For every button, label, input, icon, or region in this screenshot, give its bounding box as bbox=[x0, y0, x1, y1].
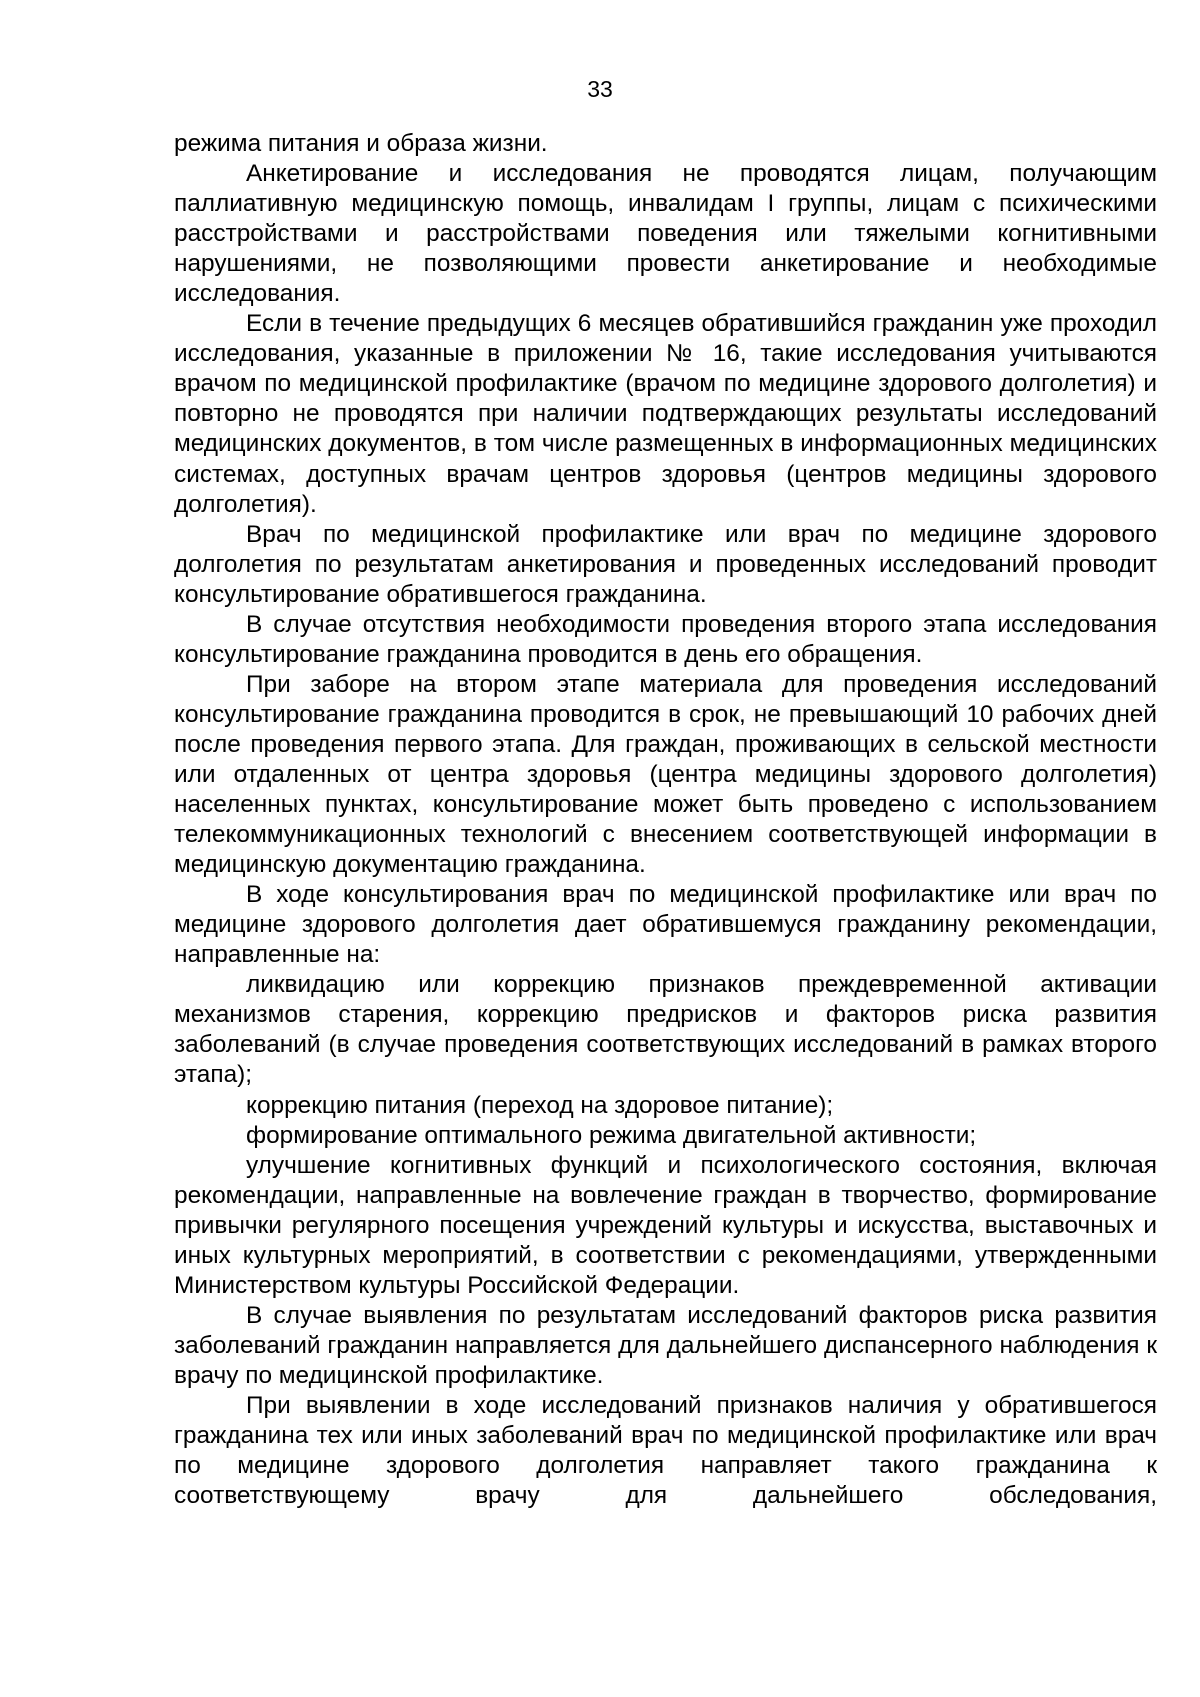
paragraph-no-second-stage: В случае отсутствия необходимости проведения второго этапа исследования консультирование гражданина проводится в день его обращения. bbox=[174, 610, 1157, 668]
paragraph-continuation: режима питания и образа жизни. bbox=[174, 130, 548, 157]
paragraph-risk-factors: В случае выявления по результатам исследований факторов риска развития заболеваний гражданин направляется для дальнейшего диспансерного наблюдения к врачу по медицинской профилактике. bbox=[174, 1301, 1157, 1389]
paragraph-exclusions: Анкетирование и исследования не проводятся лицам, получающим паллиативную медицинскую помощь, инвалидам I группы, лицам с психическими расстройствами и расстройствами поведения или тяжелыми когнитивными нарушениями, не позволяющими провести анкетирование и необходимые исследования. bbox=[174, 160, 1157, 308]
paragraph-recommendations-intro: В ходе консультирования врач по медицинской профилактике или врач по медицине здорового долголетия дает обратившемуся гражданину рекомендации, направленные на: bbox=[174, 881, 1157, 969]
list-item-cognitive: улучшение когнитивных функций и психологического состояния, включая рекомендации, направленные на вовлечение граждан в творчество, формирование привычки регулярного посещения учреждений культуры и искусства, выставочных и иных культурных мероприятий, в соответствии с рекомендациями, утвержденными Министерством культуры Российской Федерации. bbox=[174, 1151, 1157, 1299]
list-item-aging: ликвидацию или коррекцию признаков преждевременной активации механизмов старения, коррекцию предрисков и факторов риска развития заболеваний (в случае проведения соответствующих исследований в рамках второго этапа); bbox=[174, 971, 1157, 1089]
paragraph-second-stage: При заборе на втором этапе материала для проведения исследований консультирование гражданина проводится в срок, не превышающий 10 рабочих дней после проведения первого этапа. Для граждан, проживающих в сельской местности или отдаленных от центра здоровья (центра медицины здорового долголетия) населенных пунктах, консультирование может быть проведено с использованием телекоммуникационных технологий с внесением соответствующей информации в медицинскую документацию гражданина. bbox=[174, 670, 1157, 879]
document-body bbox=[174, 129, 1157, 1511]
page-number: 33 bbox=[587, 76, 613, 102]
paragraph-prior-results: Если в течение предыдущих 6 месяцев обратившийся гражданин уже проходил исследования, указанные в приложении № 16, такие исследования учитываются врачом по медицинской профилактике (врачом по медицине здорового долголетия) и повторно не проводятся при наличии подтверждающих результаты исследований медицинских документов, в том числе размещенных в информационных медицинских системах, доступных врачам центров здоровья (центров медицины здорового долголетия). bbox=[174, 310, 1157, 518]
paragraph-consultation: Врач по медицинской профилактике или врач по медицине здорового долголетия по результатам анкетирования и проведенных исследований проводит консультирование обратившегося гражданина. bbox=[174, 520, 1157, 608]
paragraph-referral: При выявлении в ходе исследований признаков наличия у обратившегося гражданина тех или иных заболеваний врач по медицинской профилактике или врач по медицине здорового долголетия направляет такого гражданина к соответствующему врачу для дальнейшего обследования, bbox=[174, 1391, 1157, 1510]
list-item-activity: формирование оптимального режима двигательной активности; bbox=[246, 1121, 977, 1149]
list-item-nutrition: коррекцию питания (переход на здоровое питание); bbox=[246, 1091, 834, 1119]
